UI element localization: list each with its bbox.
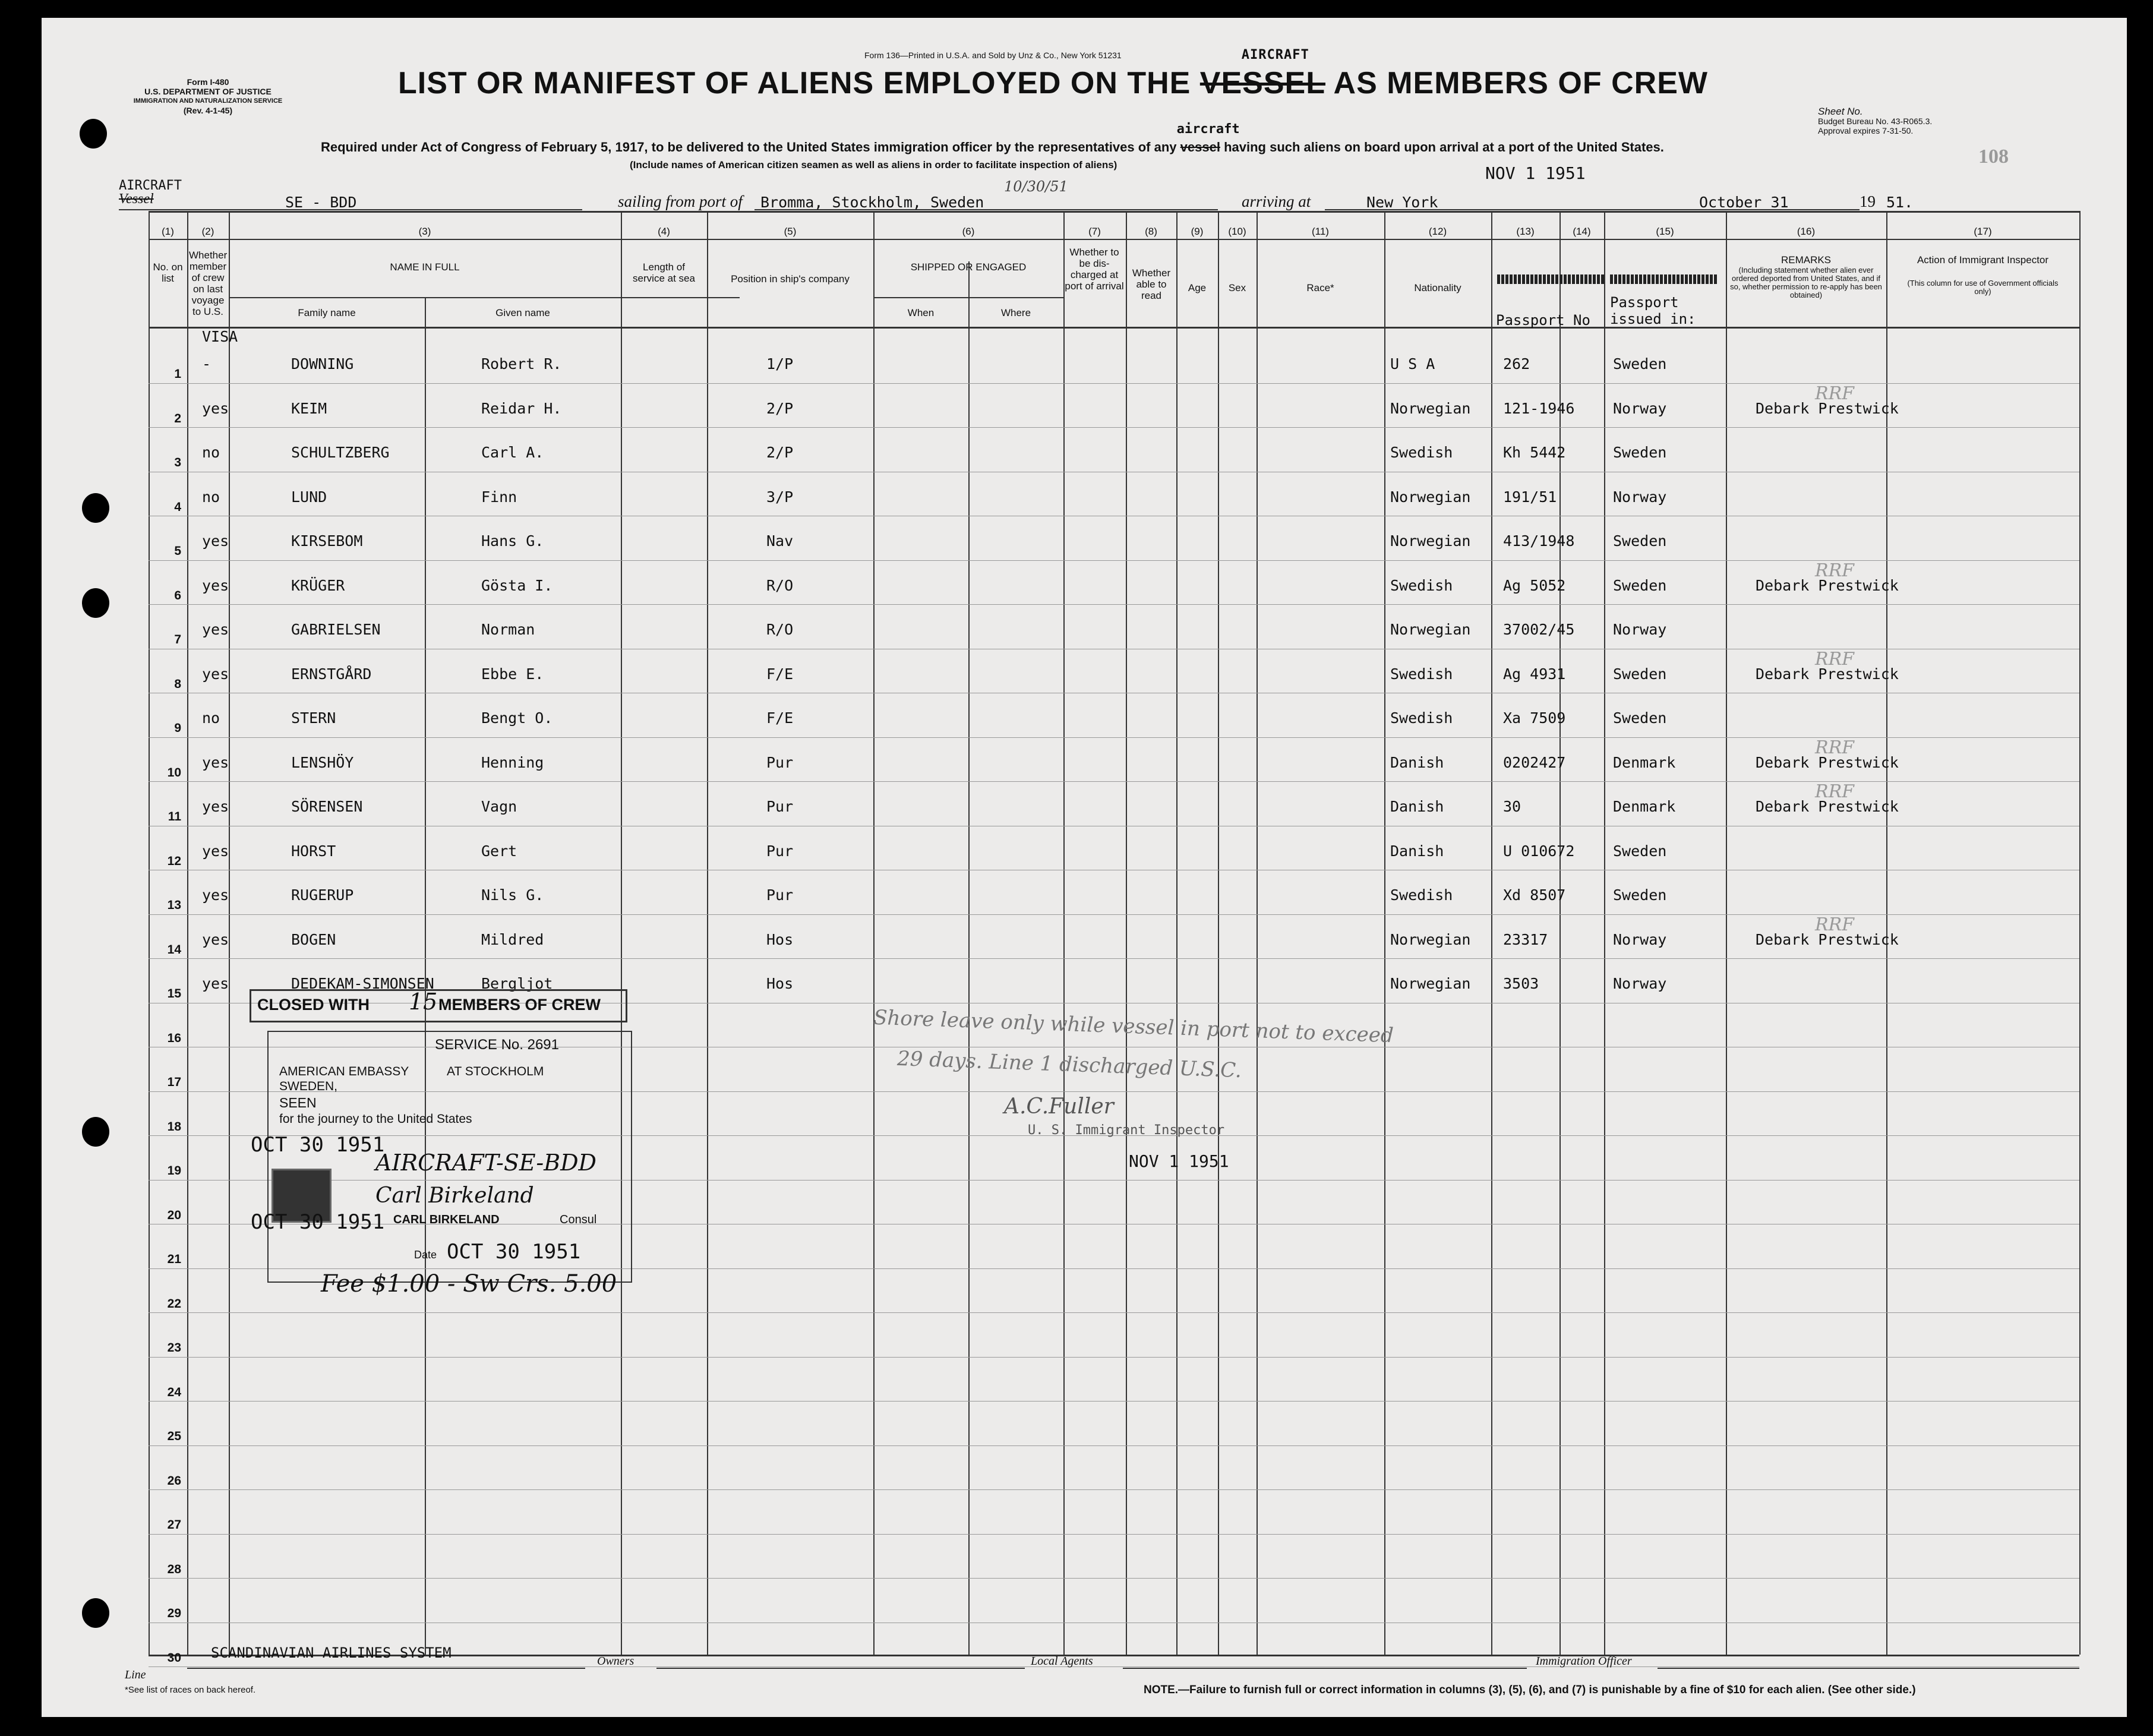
cell-position: 2/P: [766, 444, 794, 461]
col-label-7: Whether to be dis-charged at port of arrival: [1065, 247, 1124, 292]
cell-given: Henning: [481, 753, 544, 771]
cell-remarks: Debark Prestwick: [1756, 399, 1899, 417]
cell-issued: Sweden: [1613, 886, 1667, 904]
departure-port: Bromma, Stockholm, Sweden: [760, 194, 984, 211]
row-number: 28: [167, 1562, 181, 1576]
cell-family: STERN: [291, 709, 336, 727]
row-number: 21: [167, 1252, 181, 1266]
cell-nationality: Swedish: [1390, 886, 1453, 904]
row-number: 29: [167, 1606, 181, 1620]
races-note: *See list of races on back hereof.: [125, 1685, 256, 1695]
cell-passport: Xd 8507: [1503, 886, 1566, 904]
col-num-10: (10): [1228, 226, 1246, 237]
cell-prev: yes: [202, 842, 229, 860]
cell-prev: -: [202, 355, 211, 373]
cell-passport: 262: [1503, 355, 1530, 373]
embassy-line1b: AT STOCKHOLM: [447, 1065, 544, 1078]
cell-issued: Sweden: [1613, 842, 1667, 860]
col-label-5: Position in ship's company: [731, 273, 850, 285]
cell-passport: U 010672: [1503, 842, 1575, 860]
initials-mark: RRF: [1815, 560, 1854, 581]
row-number: 23: [167, 1341, 181, 1355]
cell-passport: 37002/45: [1503, 621, 1575, 638]
cell-remarks: Debark Prestwick: [1756, 753, 1899, 771]
subtitle-inserted: aircraft: [1176, 122, 1240, 137]
sheet-no-label: Sheet No.: [1818, 106, 1863, 117]
arriving-label: arriving at: [1242, 192, 1311, 210]
cell-family: BOGEN: [291, 930, 336, 948]
cell-family: KRÜGER: [291, 576, 345, 594]
row-number: 12: [167, 854, 181, 868]
cell-family: LUND: [291, 488, 327, 506]
col-num-14: (14): [1573, 226, 1591, 237]
cell-issued: Denmark: [1613, 753, 1676, 771]
row-number: 8: [174, 677, 181, 691]
cell-issued: Norway: [1613, 975, 1667, 992]
cell-position: Hos: [766, 975, 794, 992]
col-num-2: (2): [201, 226, 214, 237]
row-number: 9: [174, 721, 181, 735]
footer-owners-label: Owners: [597, 1655, 634, 1668]
sheet-number-stamp: 108: [1978, 146, 2009, 168]
inspector-signature: A.C.Fuller: [1004, 1094, 1114, 1119]
col-label-3: NAME IN FULL: [390, 261, 460, 273]
cell-passport: 0202427: [1503, 753, 1566, 771]
embassy-date3: OCT 30 1951: [447, 1240, 581, 1264]
col-label-6: SHIPPED OR ENGAGED: [910, 261, 1027, 273]
embassy-date2: OCT 30 1951: [251, 1210, 385, 1234]
cell-family: HORST: [291, 842, 336, 860]
cell-given: Hans G.: [481, 532, 544, 550]
col-label-15: Passport issued in:: [1610, 294, 1696, 327]
punch-hole: [82, 493, 109, 523]
footer-note: NOTE.—Failure to furnish full or correct information in columns (3), (5), (6), and (7) is punishable by a fine of $10 for each alien. (See other side.): [1144, 1684, 1916, 1696]
cell-family: SÖRENSEN: [291, 798, 363, 815]
consul-signature: Carl Birkeland: [375, 1183, 534, 1208]
cell-given: Ebbe E.: [481, 665, 544, 683]
voyage-line: [119, 178, 1914, 214]
col-label-17-sub: (This column for use of Government officials only): [1907, 279, 2059, 296]
printed-code: 51231: [1098, 50, 1122, 60]
cell-nationality: Norwegian: [1390, 621, 1471, 638]
cell-prev: yes: [202, 621, 229, 638]
cell-position: Pur: [766, 753, 794, 771]
approval: Approval expires 7-31-50.: [1818, 126, 1914, 135]
cell-issued: Denmark: [1613, 798, 1676, 815]
consul-title: Consul: [560, 1213, 597, 1226]
row-number: 24: [167, 1385, 181, 1399]
vessel-name: SE - BDD: [285, 194, 357, 211]
year-suffix: 51.: [1886, 194, 1914, 211]
col-label-16: REMARKS: [1781, 254, 1832, 266]
initials-mark: RRF: [1815, 781, 1854, 802]
col-label-9: Age: [1188, 282, 1207, 293]
footer-immigration-label: Immigration Officer: [1536, 1655, 1632, 1668]
cell-nationality: Norwegian: [1390, 930, 1471, 948]
initials-mark: RRF: [1815, 737, 1854, 758]
col-label-6-when: When: [907, 307, 935, 318]
row-number: 10: [167, 765, 181, 779]
row-number: 16: [167, 1031, 181, 1045]
cell-position: Nav: [766, 532, 794, 550]
row-number: 6: [174, 588, 181, 602]
cell-remarks: Debark Prestwick: [1756, 665, 1899, 683]
title-inserted: AIRCRAFT: [1241, 48, 1309, 62]
cell-nationality: U S A: [1390, 355, 1435, 373]
vessel-type: AIRCRAFT: [119, 178, 182, 193]
cell-family: DEDEKAM-SIMONSEN: [291, 975, 434, 992]
cell-passport: Kh 5442: [1503, 444, 1566, 461]
title-part1: LIST OR MANIFEST OF ALIENS EMPLOYED ON THE: [398, 66, 1191, 100]
cell-passport: 23317: [1503, 930, 1548, 948]
col-label-17: Action of Immigrant Inspector: [1917, 254, 2049, 266]
col-label-6-where: Where: [1000, 307, 1031, 318]
col-num-7: (7): [1088, 226, 1101, 237]
cell-nationality: Swedish: [1390, 709, 1453, 727]
col-num-4: (4): [658, 226, 670, 237]
cell-position: R/O: [766, 576, 794, 594]
cell-issued: Sweden: [1613, 355, 1667, 373]
arrival-date: October 31: [1699, 194, 1789, 211]
col-num-1: (1): [162, 226, 174, 237]
form-info: [113, 77, 303, 115]
cell-nationality: Swedish: [1390, 576, 1453, 594]
cell-position: F/E: [766, 665, 794, 683]
cell-given: Norman: [481, 621, 535, 638]
cell-family: KEIM: [291, 399, 327, 417]
cell-given: Carl A.: [481, 444, 544, 461]
inspector-note-2: 29 days. Line 1 discharged U.S.C.: [896, 1046, 1242, 1083]
inspector-note-1: Shore leave only while vessel in port not to exceed: [873, 1005, 1394, 1048]
consul-name: CARL BIRKELAND: [393, 1213, 500, 1226]
cell-remarks: Debark Prestwick: [1756, 576, 1899, 594]
col-label-1: No. on list: [153, 261, 183, 284]
col-label-12: Nationality: [1414, 282, 1461, 293]
cell-nationality: Norwegian: [1390, 975, 1471, 992]
cell-issued: Norway: [1613, 399, 1667, 417]
closed-stamp: [250, 989, 627, 1022]
form-number: Form I-480: [187, 77, 229, 87]
row-number: 22: [167, 1296, 181, 1311]
cell-nationality: Danish: [1390, 842, 1444, 860]
revision: (Rev. 4-1-45): [183, 106, 233, 115]
cell-given: Bengt O.: [481, 709, 553, 727]
row-number: 13: [167, 898, 181, 912]
cell-passport: Xa 7509: [1503, 709, 1566, 727]
col-label-3-given: Given name: [495, 307, 550, 318]
col-label-11: Race*: [1306, 282, 1334, 293]
manifest-sheet: [42, 18, 2127, 1717]
year-prefix: 19: [1860, 192, 1876, 210]
cell-nationality: Swedish: [1390, 444, 1453, 461]
embassy-line2: SWEDEN,: [279, 1080, 338, 1093]
cell-given: Finn: [481, 488, 517, 506]
cell-passport: 121-1946: [1503, 399, 1575, 417]
cell-nationality: Swedish: [1390, 665, 1453, 683]
cell-given: Gösta I.: [481, 576, 553, 594]
row-number: 4: [174, 500, 181, 514]
col-num-12: (12): [1428, 226, 1447, 237]
cell-passport: 413/1948: [1503, 532, 1575, 550]
cell-given: Gert: [481, 842, 517, 860]
cell-given: Nils G.: [481, 886, 544, 904]
punch-hole: [82, 588, 109, 618]
cell-prev: yes: [202, 399, 229, 417]
cell-prev: yes: [202, 798, 229, 815]
cell-issued: Norway: [1613, 488, 1667, 506]
cell-prev: yes: [202, 665, 229, 683]
sheet-info: [1818, 107, 1932, 135]
col-label-8: Whether able to read: [1132, 267, 1171, 301]
struck-heading: [1610, 274, 1717, 284]
initials-mark: RRF: [1815, 648, 1854, 670]
cell-nationality: Danish: [1390, 753, 1444, 771]
include-note: (Include names of American citizen seamen as well as aliens in order to facilitate inspection of aliens): [630, 159, 1117, 171]
row-number: 1: [174, 367, 181, 381]
cell-family: ERNSTGÅRD: [291, 665, 372, 683]
title-part2: AS MEMBERS OF CREW: [1333, 66, 1708, 100]
cell-issued: Norway: [1613, 930, 1667, 948]
col-num-17: (17): [1974, 226, 1992, 237]
embassy-line3: SEEN: [279, 1095, 317, 1110]
subtitle: [321, 122, 1664, 155]
cell-position: 2/P: [766, 399, 794, 417]
subtitle-part2: having such aliens on board upon arrival at a port of the United States.: [1224, 140, 1664, 154]
cell-position: Pur: [766, 842, 794, 860]
cell-issued: Sweden: [1613, 532, 1667, 550]
embassy-service-no: SERVICE No. 2691: [435, 1037, 560, 1053]
sailing-label: sailing from port of: [618, 192, 743, 210]
cell-prev: no: [202, 488, 220, 506]
cell-position: 3/P: [766, 488, 794, 506]
vessel-type-struck: Vessel: [119, 191, 154, 207]
cell-family: GABRIELSEN: [291, 621, 381, 638]
cell-given: Reidar H.: [481, 399, 562, 417]
visa-label: VISA: [202, 328, 238, 345]
cell-family: LENSHÖY: [291, 753, 354, 771]
row-number: 27: [167, 1518, 181, 1532]
initials-mark: RRF: [1815, 383, 1854, 404]
closed-right: MEMBERS OF CREW: [438, 996, 601, 1014]
punch-hole: [80, 119, 107, 149]
initials-mark: RRF: [1815, 914, 1854, 935]
title-struck: VESSEL: [1199, 66, 1325, 100]
budget-bureau: Budget Bureau No. 43-R065.3.: [1818, 116, 1933, 126]
footer-line-label: Line: [125, 1668, 146, 1681]
col-label-10: Sex: [1228, 282, 1246, 293]
row-number: 3: [174, 456, 181, 469]
cell-passport: 191/51: [1503, 488, 1557, 506]
row-number: 2: [174, 411, 181, 425]
row-number: 18: [167, 1119, 181, 1134]
embassy-stamp: [251, 1031, 632, 1283]
cell-position: Hos: [766, 930, 794, 948]
handwritten-date: 10/30/51: [1004, 178, 1068, 195]
footer-local-agents-label: Local Agents: [1031, 1655, 1093, 1668]
struck-heading: [1497, 274, 1604, 284]
embassy-line4: for the journey to the United States: [279, 1112, 472, 1126]
row-number: 20: [167, 1208, 181, 1222]
col-label-3-family: Family name: [298, 307, 356, 318]
col-num-6: (6): [962, 226, 975, 237]
row-number: 25: [167, 1429, 181, 1443]
date-label: Date: [414, 1249, 437, 1261]
cell-issued: Sweden: [1613, 576, 1667, 594]
embassy-aircraft: AIRCRAFT-SE-BDD: [375, 1150, 597, 1176]
cell-passport: 3503: [1503, 975, 1539, 992]
fee-note: Fee $1.00 - Sw Crs. 5.00: [321, 1270, 617, 1298]
cell-nationality: Norwegian: [1390, 532, 1471, 550]
cell-family: SCHULTZBERG: [291, 444, 390, 461]
row-number: 19: [167, 1164, 181, 1178]
arriving-port: New York: [1366, 194, 1438, 211]
cell-position: 1/P: [766, 355, 794, 373]
closed-left: CLOSED WITH: [257, 996, 370, 1014]
subtitle-part1: Required under Act of Congress of February 5, 1917, to be delivered to the United States immigration officer by the representatives of any: [321, 140, 1177, 154]
department: U.S. DEPARTMENT OF JUSTICE: [144, 87, 272, 96]
col-label-16-sub: (Including statement whether alien ever ordered deported from United States, and if so, whether permission to re-apply has been obtained): [1730, 266, 1882, 299]
cell-family: KIRSEBOM: [291, 532, 363, 550]
cell-issued: Sweden: [1613, 665, 1667, 683]
cell-passport: 30: [1503, 798, 1521, 815]
col-label-2: Whether member of crew on last voyage to U.S.: [189, 250, 228, 317]
printed-by: [864, 50, 1122, 60]
cell-issued: Sweden: [1613, 709, 1667, 727]
row-number: 7: [174, 633, 181, 646]
received-stamp: NOV 1 1951: [1485, 163, 1586, 183]
punch-hole: [82, 1117, 109, 1147]
service: IMMIGRATION AND NATURALIZATION SERVICE: [133, 97, 283, 105]
cell-prev: yes: [202, 753, 229, 771]
inspector-date: NOV 1 1951: [1129, 1151, 1229, 1171]
cell-position: R/O: [766, 621, 794, 638]
cell-issued: Norway: [1613, 621, 1667, 638]
col-num-11: (11): [1312, 226, 1329, 237]
cell-prev: yes: [202, 886, 229, 904]
row-number: 11: [168, 810, 181, 823]
cell-prev: yes: [202, 930, 229, 948]
cell-family: RUGERUP: [291, 886, 354, 904]
col-num-8: (8): [1145, 226, 1157, 237]
cell-passport: Ag 4931: [1503, 665, 1566, 683]
cell-given: Mildred: [481, 930, 544, 948]
inspector-title: U. S. Immigrant Inspector: [1028, 1123, 1225, 1138]
col-num-13: (13): [1516, 226, 1535, 237]
cell-remarks: Debark Prestwick: [1756, 798, 1899, 815]
cell-remarks: Debark Prestwick: [1756, 930, 1899, 948]
cell-passport: Ag 5052: [1503, 576, 1566, 594]
col-num-5: (5): [784, 226, 797, 237]
row-number: 30: [167, 1650, 181, 1665]
cell-position: F/E: [766, 709, 794, 727]
cell-family: DOWNING: [291, 355, 354, 373]
col-num-16: (16): [1797, 226, 1816, 237]
embassy-line1: AMERICAN EMBASSY: [279, 1065, 409, 1078]
cell-nationality: Norwegian: [1390, 488, 1471, 506]
cell-prev: yes: [202, 532, 229, 550]
cell-given: Robert R.: [481, 355, 562, 373]
col-label-13: Passport No: [1496, 312, 1590, 329]
punch-hole: [82, 1598, 109, 1628]
row-number: 14: [167, 942, 181, 957]
row-number: 15: [167, 987, 181, 1000]
printed-by-text: Form 136—Printed in U.S.A. and Sold by Unz & Co., New York: [864, 50, 1096, 60]
cell-given: Bergljot: [481, 975, 553, 992]
cell-issued: Sweden: [1613, 444, 1667, 461]
row-number: 17: [167, 1075, 181, 1089]
embassy-date1: OCT 30 1951: [251, 1133, 385, 1157]
col-num-9: (9): [1191, 226, 1204, 237]
col-num-15: (15): [1656, 226, 1674, 237]
cell-prev: no: [202, 444, 220, 461]
cell-position: Pur: [766, 798, 794, 815]
cell-position: Pur: [766, 886, 794, 904]
cell-given: Vagn: [481, 798, 517, 815]
cell-prev: no: [202, 709, 220, 727]
col-label-4: Length of service at sea: [633, 261, 695, 284]
cell-prev: yes: [202, 975, 229, 992]
col-num-3: (3): [418, 226, 431, 237]
closed-count: 15: [409, 989, 438, 1015]
subtitle-struck: vessel: [1180, 140, 1220, 154]
cell-nationality: Danish: [1390, 798, 1444, 815]
row-number: 5: [174, 544, 181, 558]
cell-prev: yes: [202, 576, 229, 594]
row-number: 26: [167, 1473, 181, 1488]
cell-nationality: Norwegian: [1390, 399, 1471, 417]
line-owner: SCANDINAVIAN AIRLINES SYSTEM: [211, 1645, 452, 1661]
